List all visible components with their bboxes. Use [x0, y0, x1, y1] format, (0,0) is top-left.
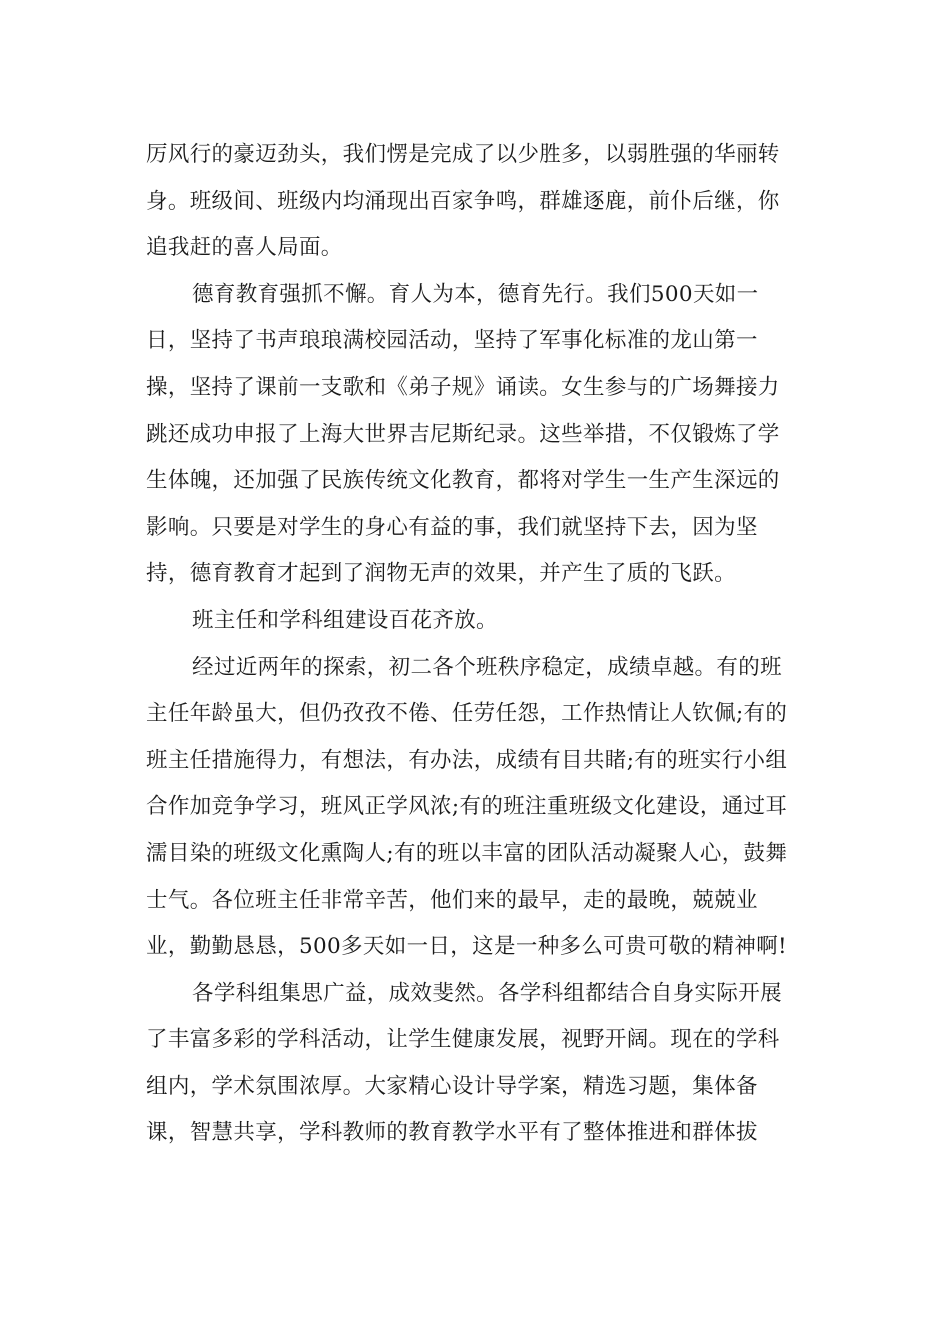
text-line: 持，德育教育才起到了润物无声的效果，并产生了质的飞跃。	[146, 561, 736, 587]
text-line: 合作加竞争学习，班风正学风浓;有的班注重班级文化建设，通过耳	[146, 794, 788, 820]
text-line: 经过近两年的探索，初二各个班秩序稳定，成绩卓越。有的班	[192, 654, 782, 680]
text-line: 班主任和学科组建设百花齐放。	[192, 607, 498, 633]
text-line: 德育教育强抓不懈。育人为本，德育先行。我们500天如一	[192, 281, 759, 307]
document-body	[146, 132, 806, 1157]
text-line: 组内，学术氛围浓厚。大家精心设计导学案，精选习题，集体备	[146, 1073, 758, 1099]
text-line: 操，坚持了课前一支歌和《弟子规》诵读。女生参与的广场舞接力	[146, 374, 780, 400]
text-line: 追我赶的喜人局面。	[146, 235, 343, 261]
text-line: 身。班级间、班级内均涌现出百家争鸣，群雄逐鹿，前仆后继，你	[146, 188, 780, 214]
text-line: 士气。各位班主任非常辛苦，他们来的最早，走的最晚，兢兢业	[146, 887, 758, 913]
text-line: 生体魄，还加强了民族传统文化教育，都将对学生一生产生深远的	[146, 468, 780, 494]
text-line: 影响。只要是对学生的身心有益的事，我们就坚持下去，因为坚	[146, 514, 758, 540]
text-line: 厉风行的豪迈劲头，我们愣是完成了以少胜多，以弱胜强的华丽转	[146, 142, 780, 167]
text-line: 业，勤勤恳恳，500多天如一日，这是一种多么可贵可敬的精神啊!	[146, 934, 788, 960]
text-line: 濡目染的班级文化熏陶人;有的班以丰富的团队活动凝聚人心，鼓舞	[146, 840, 788, 866]
text-line: 主任年龄虽大，但仍孜孜不倦、任劳任怨，工作热情让人钦佩;有的	[146, 701, 788, 727]
text-line: 班主任措施得力，有想法，有办法，成绩有目共睹;有的班实行小组	[146, 747, 788, 773]
text-line: 日，坚持了书声琅琅满校园活动，坚持了军事化标准的龙山第一	[146, 328, 758, 354]
text-line: 了丰富多彩的学科活动，让学生健康发展，视野开阔。现在的学科	[146, 1027, 780, 1053]
text-line: 课，智慧共享，学科教师的教育教学水平有了整体推进和群体拔	[146, 1120, 758, 1146]
text-line: 跳还成功申报了上海大世界吉尼斯纪录。这些举措，不仅锻炼了学	[146, 421, 780, 447]
text-line: 各学科组集思广益，成效斐然。各学科组都结合自身实际开展	[192, 980, 782, 1006]
